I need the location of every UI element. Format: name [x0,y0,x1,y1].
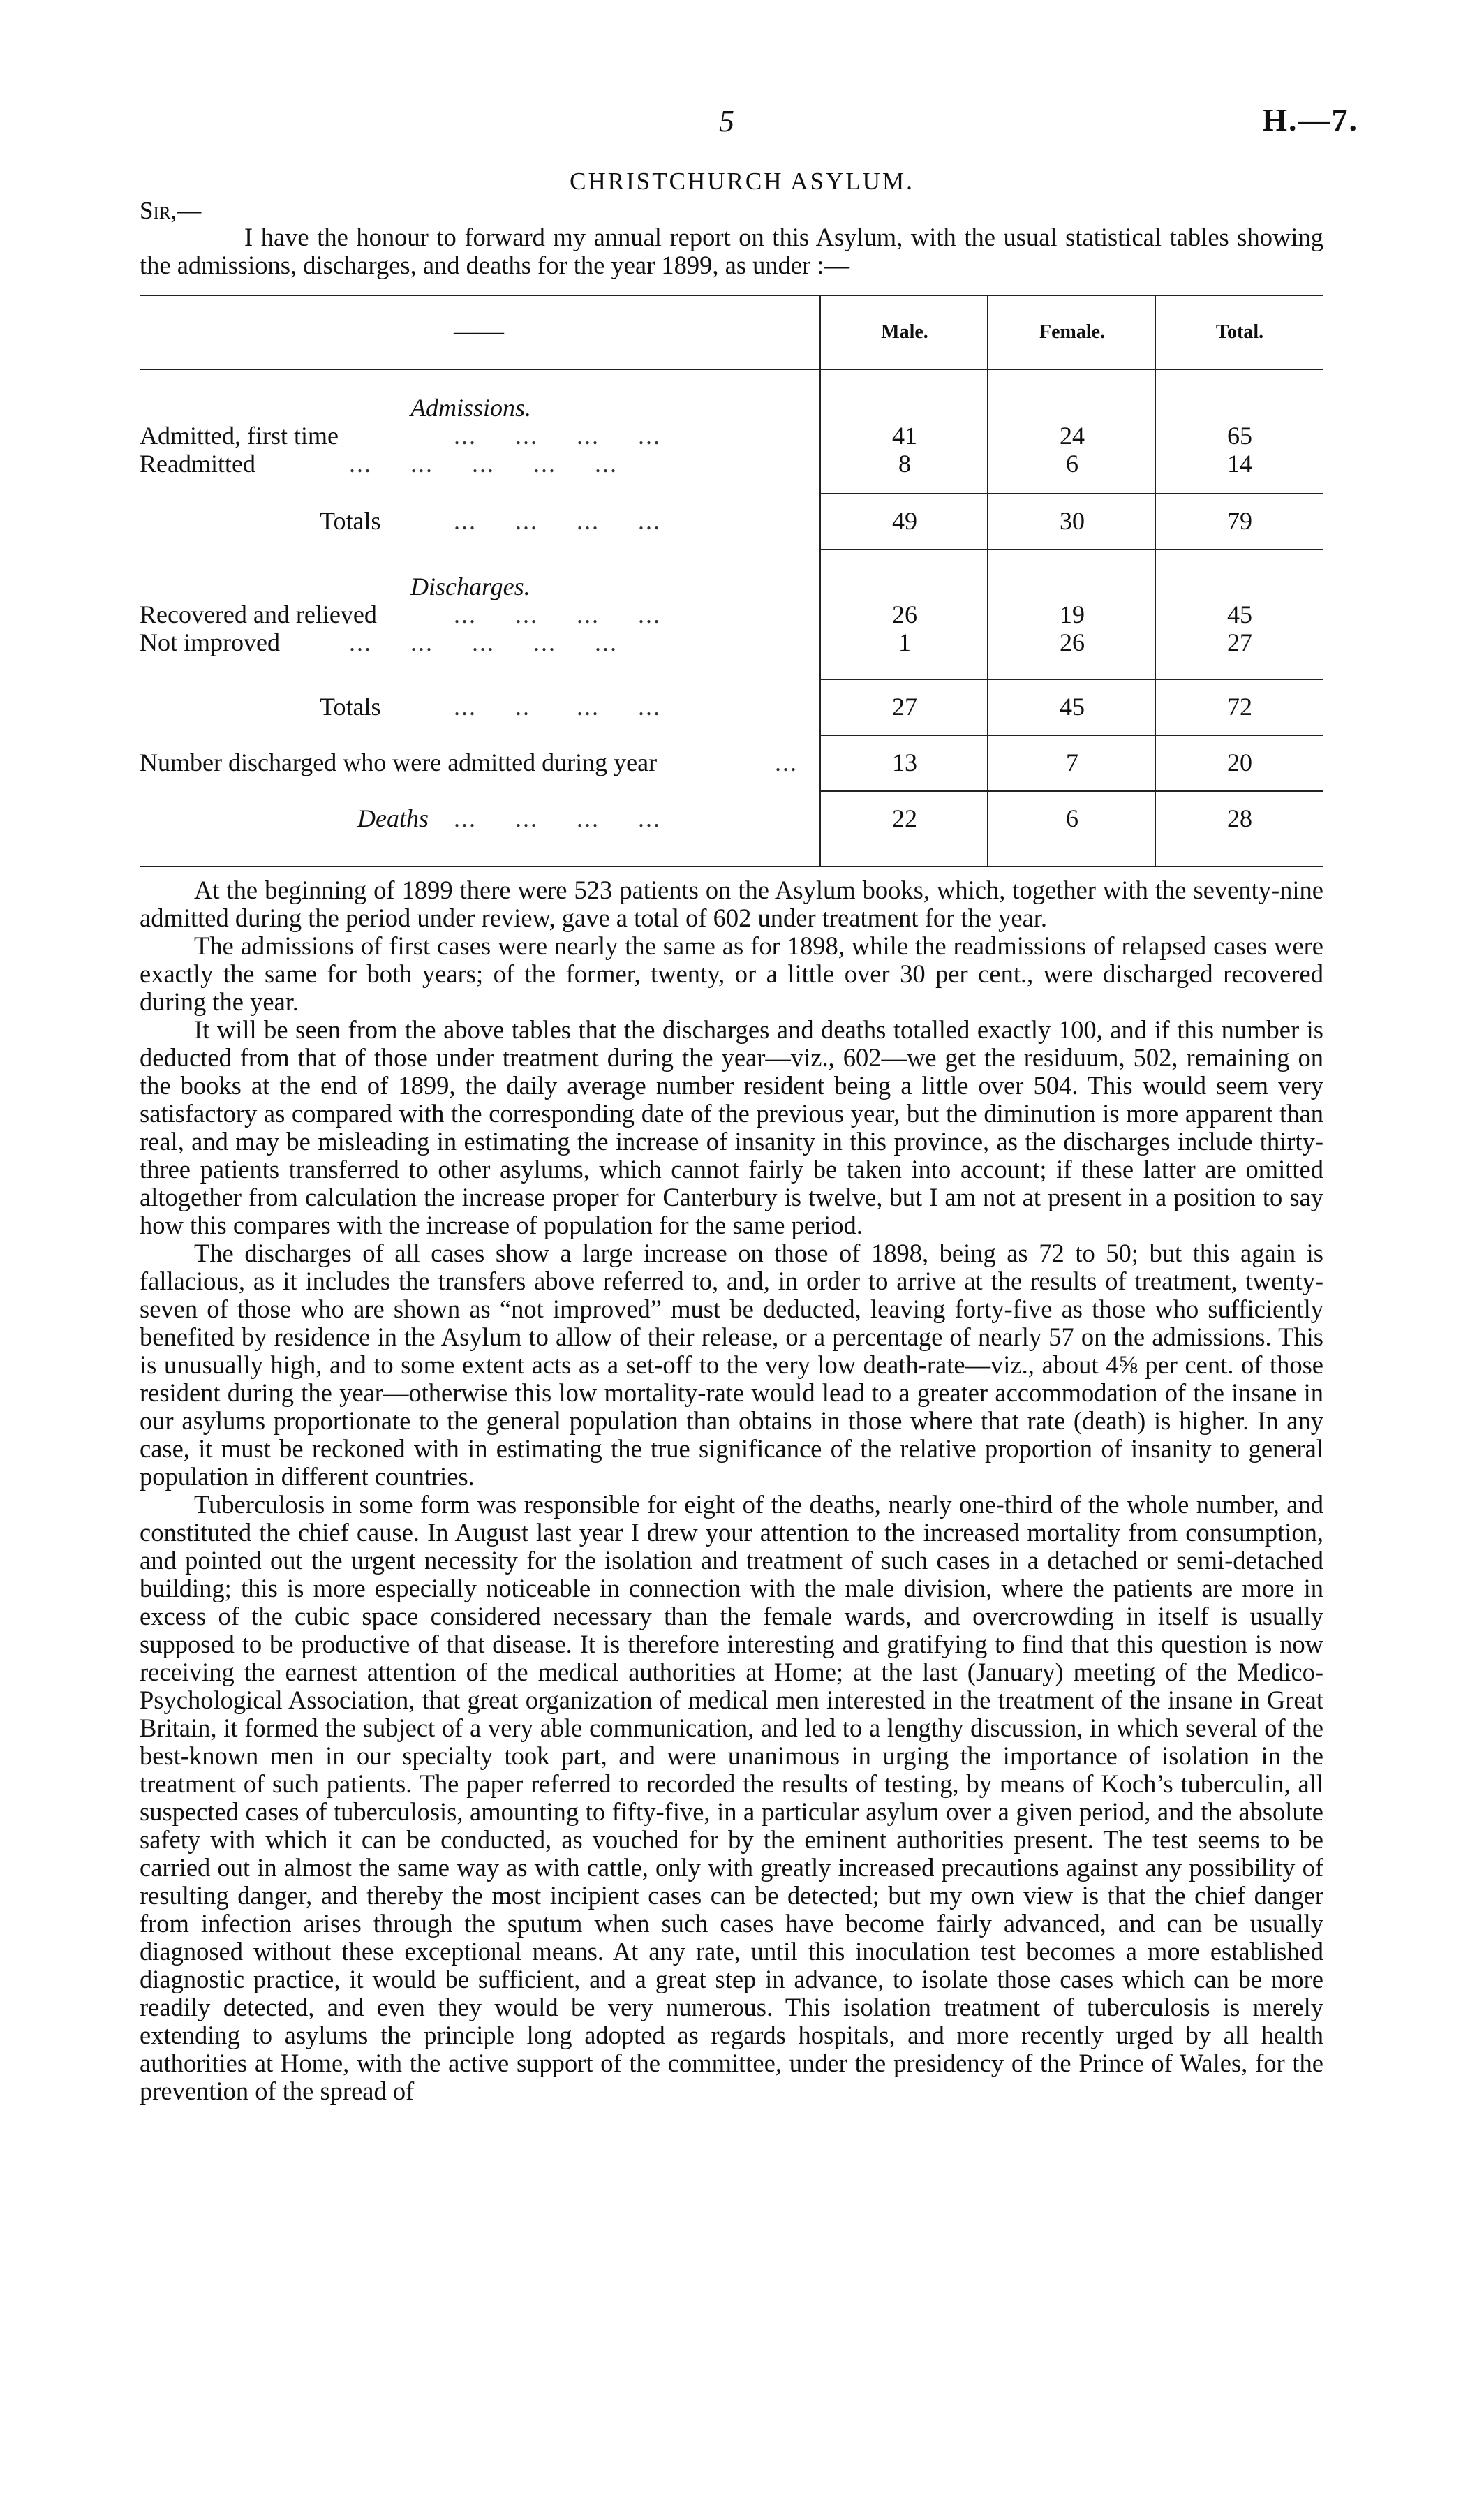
paragraph: It will be seen from the above tables that the discharges and deaths totalled exactly 100, and if this number is deducted from that of those under treatment during the year—viz., 602—we get the residuum, 502, remaining on the books at the end of 1899, the daily average number resident being a little over 504. This would seem very satisfactory as compared with the corresponding date of the previous year, but the diminution is more apparent than real, and may be misleading in estimating the increase of insanity in this province, as the discharges include thirty-three patients transferred to other asylums, which cannot fairly be taken into account; if these latter are omitted altogether from calculation the increase proper for Canterbury is twelve, but I am not at present in a position to say how this compares with the increase of population for the same period. [140,1015,1323,1239]
cell-not-improved-female: 26 [1060,628,1085,656]
leader-dots: ... ... ... ... [454,507,661,535]
cell-discharged-admitted-total: 20 [1227,749,1252,776]
cell-deaths-male: 22 [892,804,917,832]
table-rule-admissions-totals-bottom [819,549,1323,550]
column-header-female: Female. [1039,321,1106,343]
leader-dots: ... ... ... ... [454,804,661,832]
page-number: 5 [719,104,734,138]
document-code: H.—7. [1262,102,1358,138]
cell-deaths-female: 6 [1066,804,1078,832]
table-col-divider-3 [1155,295,1156,866]
table-rule-top [140,295,1323,296]
row-label-not-improved: Not improved [140,628,280,656]
paragraph: The discharges of all cases show a large increase on those of 1898, being as 72 to 50; but this again is fallacious, as it includes the transfers above referred to, and, in order to arrive at the results of treatment, twenty-seven of those who are shown as “not improved” must be deducted, leaving forty-five as those who sufficiently benefited by residence in the Asylum to allow of their release, or a percentage of nearly 57 on the admissions. This is unusually high, and to some extent acts as a set-off to the very low death-rate—viz., about 4⅝ per cent. of those resident during the year—otherwise this low mortality-rate would lead to a greater accommodation of the insane in our asylums proportionate to the general population than obtains in those where that rate (death) is higher. In any case, it must be reckoned with in estimating the true significance of the relative proportion of insanity to general population in different countries. [140,1239,1323,1491]
cell-recovered-male: 26 [892,600,917,628]
intro-paragraph: I have the honour to forward my annual report on this Asylum, with the usual statistical tables showing the admissions, discharges, and deaths for the year 1899, as under :— [140,223,1323,279]
column-header-male: Male. [881,321,928,343]
cell-discharges-totals-total: 72 [1227,693,1252,721]
leader-dots: ... ... ... ... [454,422,661,450]
row-label-admitted-first-time: Admitted, first time [140,422,339,450]
cell-readmitted-male: 8 [898,450,911,478]
leader-dots: ... ... ... ... ... [349,628,618,656]
row-label-recovered: Recovered and relieved [140,600,377,628]
table-rule-admissions-totals-top [819,493,1323,494]
row-label-discharges-totals: Totals [320,693,381,721]
row-label-admissions-totals: Totals [320,507,381,535]
discharges-heading: Discharges. [410,573,530,600]
cell-admitted-first-total: 65 [1227,422,1252,450]
leader-dots: ... [775,749,798,776]
row-label-readmitted: Readmitted [140,450,255,478]
statistics-table [140,289,1323,874]
table-rule-deaths-top [819,790,1323,792]
table-rule-discharges-totals-top [819,679,1323,680]
table-corner-dash: —— [454,317,504,345]
cell-discharges-totals-male: 27 [892,693,917,721]
cell-not-improved-male: 1 [898,628,911,656]
table-col-divider-2 [987,295,988,866]
report-body [140,876,1323,2105]
cell-admitted-first-male: 41 [892,422,917,450]
leader-dots: ... ... ... ... ... [349,450,618,478]
paragraph: Tuberculosis in some form was responsible for eight of the deaths, nearly one-third of the whole number, and constituted the chief cause. In August last year I drew your attention to the increased mortality from consumption, and pointed out the urgent necessity for the isolation and treatment of such cases in a detached or semi-detached building; this is more especially noticeable in connection with the male division, where the patients are more in excess of the cubic space considered necessary than the female wards, and overcrowding in itself is usually supposed to be productive of that disease. It is therefore interesting and gratifying to find that this question is now receiving the earnest attention of the medical authorities at Home; at the last (January) meeting of the Medico-Psychological Association, that great organization of medical men interested in the treatment of the insane in Great Britain, it formed the subject of a very able communication, and led to a lengthy discussion, in which several of the best-known men in our specialty took part, and were unanimous in urging the importance of isolation in the treatment of such patients. The paper referred to recorded the results of testing, by means of Koch’s tuberculin, all suspected cases of tuberculosis, amounting to fifty-five, in a particular asylum over a given period, and the absolute safety with which it can be conducted, as vouched for by the eminent authorities present. The test seems to be carried out in almost the same way as with cattle, only with greatly increased precautions against any possibility of resulting danger, and thereby the most incipient cases can be detected; but my own view is that the chief danger from infection arises through the sputum when such cases have become fairly advanced, and can be usually diagnosed without these exceptional means. At any rate, until this inoculation test becomes a more established diagnostic practice, it would be sufficient, and a great step in advance, to isolate those cases which can be more readily detected, and even they would be very numerous. This isolation treatment of tuberculosis is merely extending to asylums the principle long adopted as regards hospitals, and more recently urged by all health authorities at Home, with the active support of the committee, under the presidency of the Prince of Wales, for the prevention of the spread of [140,1490,1323,2105]
paragraph: At the beginning of 1899 there were 523 patients on the Asylum books, which, together with the seventy-nine admitted during the period under review, gave a total of 602 under treatment for the year. [140,876,1323,932]
cell-admissions-totals-total: 79 [1227,507,1252,535]
cell-discharged-admitted-female: 7 [1066,749,1078,776]
cell-admitted-first-female: 24 [1060,422,1085,450]
row-label-deaths: Deaths [357,804,429,832]
table-col-divider-1 [819,295,821,866]
leader-dots: ... ... ... ... [454,600,661,628]
cell-readmitted-total: 14 [1227,450,1252,478]
admissions-heading: Admissions. [410,394,532,422]
cell-not-improved-total: 27 [1227,628,1252,656]
cell-discharged-admitted-male: 13 [892,749,917,776]
page-title: CHRISTCHURCH ASYLUM. [570,168,914,195]
table-rule-bottom [140,866,1323,867]
salutation: Sir,— [140,197,202,224]
cell-readmitted-female: 6 [1066,450,1078,478]
table-rule-header [140,369,1323,370]
cell-discharges-totals-female: 45 [1060,693,1085,721]
row-label-discharged-admitted: Number discharged who were admitted during year [140,749,658,776]
cell-admissions-totals-male: 49 [892,507,917,535]
table-rule-discharges-totals-bottom [819,735,1323,736]
paragraph: The admissions of first cases were nearly the same as for 1898, while the readmissions of relapsed cases were exactly the same for both years; of the former, twenty, or a little over 30 per cent., were discharged recovered during the year. [140,931,1323,1016]
cell-deaths-total: 28 [1227,804,1252,832]
cell-admissions-totals-female: 30 [1060,507,1085,535]
leader-dots: ... .. ... ... [454,693,661,721]
cell-recovered-total: 45 [1227,600,1252,628]
cell-recovered-female: 19 [1060,600,1085,628]
column-header-total: Total. [1215,321,1264,343]
